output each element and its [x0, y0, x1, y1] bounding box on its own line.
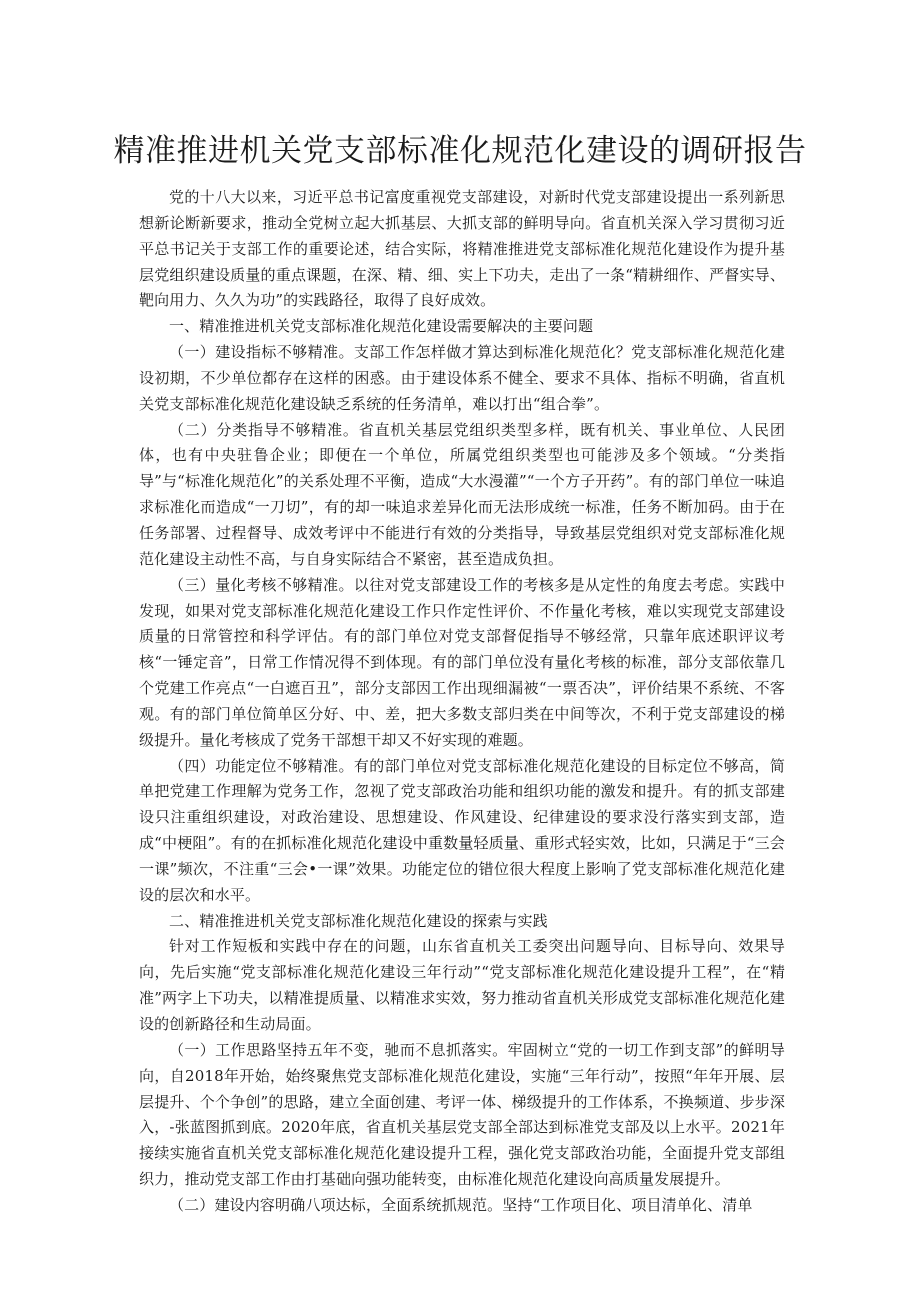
- section-heading-1: 一、精准推进机关党支部标准化规范化建设需要解决的主要问题: [169, 317, 594, 336]
- body-paragraph: （一）建设指标不够精准。支部工作怎样做才算达到标准化规范化？党支部标准化规范化建设初期，不少单位都存在这样的困惑。由于建设体系不健全、要求不具体、指标不明确，省直机关党支部标准化规范化建设缺乏系统的任务清单，难以打出“组合拳”。: [139, 343, 785, 413]
- body-paragraph: （三）量化考核不够精准。以往对党支部建设工作的考核多是从定性的角度去考虑。实践中发现，如果对党支部标准化规范化建设工作只作定性评价、不作量化考核，难以实现党支部建设质量的日常管控和科学评估。有的部门单位对党支部督促指导不够经常，只靠年底述职评议考核“一锤定音”，日常工作情况得不到体现。有的部门单位没有量化考核的标准，部分支部依靠几个党建工作亮点“一白遮百丑”，部分支部因工作出现细漏被“一票否决”，评价结果不系统、不客观。有的部门单位简单区分好、中、差，把大多数支部归类在中间等次，不利于党支部建设的梯级提升。量化考核成了党务干部想干却又不好实现的难题。: [139, 575, 785, 749]
- body-paragraph: （一）工作思路坚持五年不变，驰而不息抓落实。牢固树立“党的一切工作到支部”的鲜明导向，自2018年开始，始终聚焦党支部标准化规范化建设，实施“三年行动”，按照“年年开展、层层提升、个个争创”的思路，建立全面创建、考评一体、梯级提升的工作体系，不换频道、步步深入，-张蓝图抓到底。2020年底，省直机关基层党支部全部达到标准党支部及以上水平。2021年接续实施省直机关党支部标准化规范化建设提升工程，强化党支部政治功能，全面提升党支部组织力，推动党支部工作由打基础向强功能转变，由标准化规范化建设向高质量发展提升。: [139, 1040, 785, 1189]
- body-paragraph: （四）功能定位不够精准。有的部门单位对党支部标准化规范化建设的目标定位不够高，简单把党建工作理解为党务工作，忽视了党支部政治功能和组织功能的激发和提升。有的抓支部建设只注重组织建设，对政治建设、思想建设、作风建设、纪律建设的要求没行落实到支部，造成“中梗阻”。有的在抓标准化规范化建设中重数量轻质量、重形式轻实效，比如，只满足于“三会一课”频次，不注重“三会•一课”效果。功能定位的错位很大程度上影响了党支部标准化规范化建设的层次和水平。: [139, 756, 785, 904]
- body-paragraph: （二）建设内容明确八项达标，全面系统抓规范。坚持“工作项目化、项目清单化、清单: [169, 1195, 753, 1214]
- document-body: [139, 185, 785, 1219]
- section-heading-2: 二、精准推进机关党支部标准化规范化建设的探索与实践: [169, 911, 548, 930]
- body-paragraph: 针对工作短板和实践中存在的问题，山东省直机关工委突出问题导向、目标导向、效果导向，先后实施“党支部标准化规范化建设三年行动”“党支部标准化规范化建设提升工程”，在“精准”两字上下功夫，以精准提质量、以精准求实效，努力推动省直机关形成党支部标准化规范化建设的创新路径和生动局面。: [139, 937, 785, 1033]
- intro-paragraph: 党的十八大以来，习近平总书记富度重视党支部建设，对新时代党支部建设提出一系列新思想新论断新要求，推动全党树立起大抓基层、大抓支部的鲜明导向。省直机关深入学习贯彻习近平总书记关于支部工作的重要论述，结合实际，将精准推进党支部标准化规范化建设作为提升基层党组织建设质量的重点课题，在深、精、细、实上下功夫，走出了一条“精耕细作、严督实导、靶向用力、久久为功”的实践路径，取得了良好成效。: [139, 188, 785, 310]
- body-paragraph: （二）分类指导不够精准。省直机关基层党组织类型多样，既有机关、事业单位、人民团体，也有中央驻鲁企业；即便在一个单位，所属党组织类型也可能涉及多个领域。“分类指导”与“标准化规范化”的关系处理不平衡，造成“大水漫灌”“一个方子开药”。有的部门单位一味追求标准化而造成“一刀切”，有的却一味追求差异化而无法形成统一标准，任务不断加码。由于在任务部署、过程督导、成效考评中不能进行有效的分类指导，导致基层党组织对党支部标准化规范化建设主动性不高，与自身实际结合不紧密，甚至造成负担。: [139, 420, 785, 568]
- document-title: 精准推进机关党支部标准化规范化建设的调研报告: [113, 133, 807, 169]
